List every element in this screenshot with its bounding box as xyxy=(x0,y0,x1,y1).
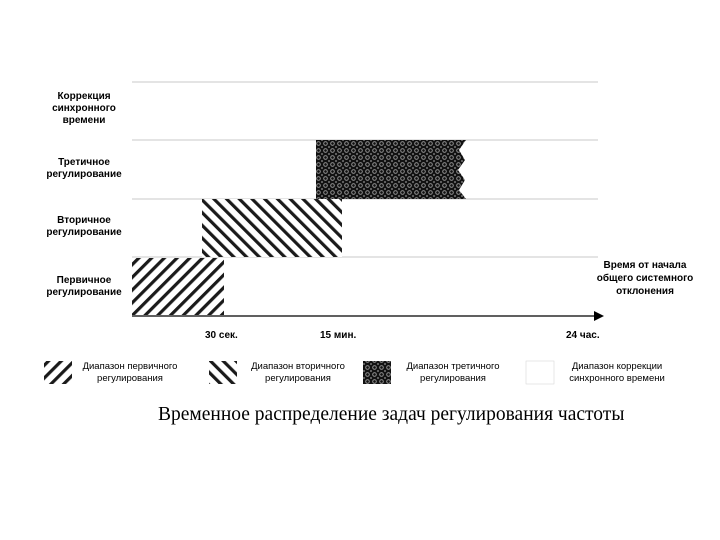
tick-label-15-min: 15 мин. xyxy=(320,330,357,341)
tick-label-30-sec: 30 сек. xyxy=(205,330,238,341)
legend-swatch-primary xyxy=(44,361,72,384)
legend-swatch-time-correction xyxy=(526,361,554,384)
legend-label-time-correction: Диапазон коррекции синхронного времени xyxy=(569,361,665,384)
bar-tertiary-regulation xyxy=(316,140,466,199)
legend-label-secondary: Диапазон вторичного регулирования xyxy=(251,361,345,384)
legend-swatch-tertiary xyxy=(363,361,391,384)
axis-label: Время от начала общего системного отклонения xyxy=(596,260,694,297)
bar-secondary-regulation xyxy=(202,199,342,257)
bar-primary-regulation xyxy=(132,258,224,315)
row-label-secondary: Вторичное регулирование xyxy=(46,215,122,238)
legend-label-tertiary: Диапазон третичного регулирования xyxy=(406,361,500,384)
legend-swatch-secondary xyxy=(209,361,237,384)
tick-label-24-hours: 24 час. xyxy=(566,330,600,341)
row-label-time-correction: Коррекция синхронного времени xyxy=(52,91,116,126)
row-label-tertiary: Третичное регулирование xyxy=(46,157,122,180)
axis-arrow-icon xyxy=(594,311,604,321)
legend-label-primary: Диапазон первичного регулирования xyxy=(82,361,178,384)
figure-caption: Временное распределение задач регулирования частоты xyxy=(158,404,625,425)
row-label-primary: Первичное регулирование xyxy=(46,275,122,298)
